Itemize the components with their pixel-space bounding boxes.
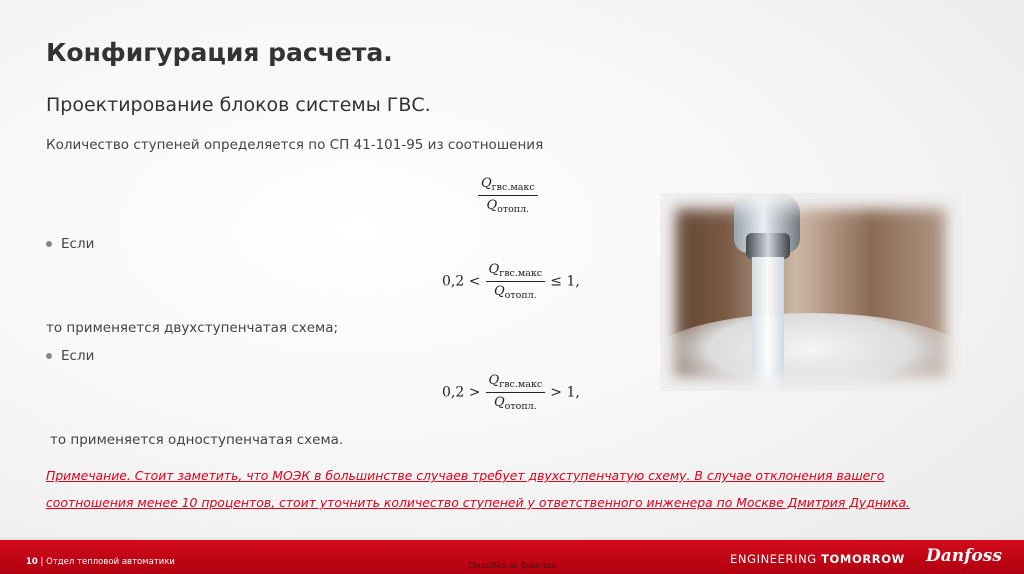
inequality-one-stage bbox=[442, 373, 580, 412]
ratio-formula bbox=[478, 176, 538, 215]
note-text: Примечание. Стоит заметить, что МОЭК в большинстве случаев требует двухступенчатую схему. В случае отклонения вашего соотношения менее 10 процентов, стоит уточнить количество ступеней у ответственного инженера по Москве Дмитрия Дудника. bbox=[46, 468, 910, 510]
slide-footer bbox=[0, 537, 1024, 574]
fraction-numerator: $Q_{гвс.макс}$ bbox=[478, 176, 538, 196]
inequality-fraction: $\frac{Q_{гвс.макс}}{Q_{отопл.}}$ bbox=[486, 262, 546, 301]
faucet-steam-photo bbox=[660, 193, 962, 391]
bullet-case-2: Если bbox=[46, 348, 94, 364]
bullet-dot-icon bbox=[46, 241, 52, 247]
inequality-two-stage bbox=[442, 262, 580, 301]
inequality-rhs: > 1, bbox=[550, 384, 580, 401]
footer-page-info: 10 | Отдел тепловой автоматики bbox=[26, 557, 175, 567]
bullet-dot-icon bbox=[46, 353, 52, 359]
fraction-denominator: $Q_{отопл.}$ bbox=[486, 198, 530, 215]
danfoss-logo: Danfoss bbox=[926, 546, 1002, 566]
classification-label: Classified as Business bbox=[468, 561, 556, 570]
result-one-stage: то применяется одноступенчатая схема. bbox=[50, 432, 344, 448]
slide-subtitle: Проектирование блоков системы ГВС. bbox=[46, 94, 431, 116]
intro-text: Количество ступеней определяется по СП 41-101-95 из соотношения bbox=[46, 137, 544, 153]
inequality-fraction: $\frac{Q_{гвс.макс}}{Q_{отопл.}}$ bbox=[486, 373, 546, 412]
inequality-rhs: ≤ 1, bbox=[550, 273, 580, 290]
bullet-case-1: Если bbox=[46, 236, 94, 252]
result-two-stage: то применяется двухступенчатая схема; bbox=[46, 320, 339, 336]
slogan: ENGINEERING TOMORROW bbox=[730, 552, 905, 566]
slide-title: Конфигурация расчета. bbox=[46, 38, 393, 67]
inequality-lhs: 0,2 < bbox=[442, 273, 481, 290]
inequality-lhs: 0,2 > bbox=[442, 384, 481, 401]
page-number: 10 bbox=[26, 557, 38, 567]
department-name: Отдел тепловой автоматики bbox=[46, 557, 175, 567]
ratio-fraction bbox=[478, 176, 538, 215]
